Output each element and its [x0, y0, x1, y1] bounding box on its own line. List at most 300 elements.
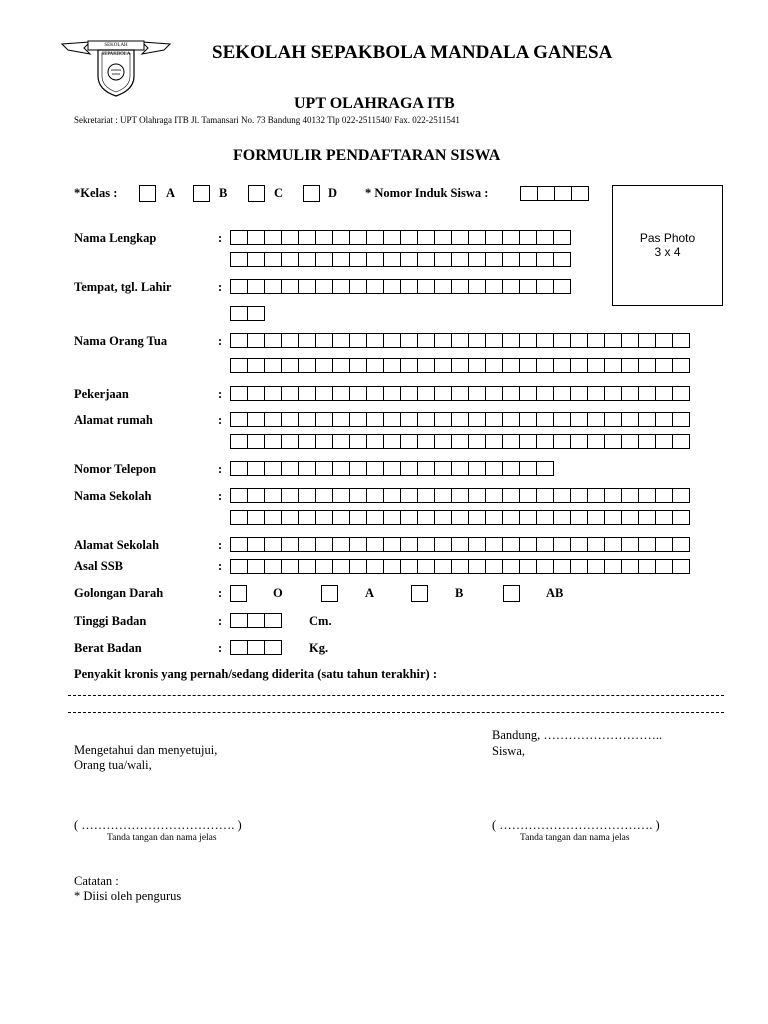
input-cell[interactable]	[366, 279, 384, 294]
input-cell[interactable]	[264, 252, 282, 267]
input-cell[interactable]	[451, 279, 469, 294]
nama-lengkap-input-2[interactable]	[230, 252, 570, 267]
input-cell[interactable]	[230, 510, 248, 525]
input-cell[interactable]	[383, 333, 401, 348]
input-cell[interactable]	[570, 412, 588, 427]
input-cell[interactable]	[434, 488, 452, 503]
input-cell[interactable]	[485, 537, 503, 552]
input-cell[interactable]	[451, 461, 469, 476]
input-cell[interactable]	[247, 279, 265, 294]
input-cell[interactable]	[281, 358, 299, 373]
input-cell[interactable]	[332, 488, 350, 503]
input-cell[interactable]	[519, 510, 537, 525]
input-cell[interactable]	[553, 230, 571, 245]
input-cell[interactable]	[366, 358, 384, 373]
input-cell[interactable]	[366, 510, 384, 525]
input-cell[interactable]	[604, 488, 622, 503]
input-cell[interactable]	[672, 412, 690, 427]
input-cell[interactable]	[230, 252, 248, 267]
input-cell[interactable]	[383, 358, 401, 373]
input-cell[interactable]	[468, 559, 486, 574]
input-cell[interactable]	[247, 306, 265, 321]
input-cell[interactable]	[281, 252, 299, 267]
input-cell[interactable]	[366, 333, 384, 348]
input-cell[interactable]	[553, 488, 571, 503]
input-cell[interactable]	[281, 230, 299, 245]
input-cell[interactable]	[264, 358, 282, 373]
input-cell[interactable]	[468, 230, 486, 245]
nama-sekolah-input-2[interactable]	[230, 510, 689, 525]
input-cell[interactable]	[502, 252, 520, 267]
input-cell[interactable]	[434, 230, 452, 245]
input-cell[interactable]	[400, 488, 418, 503]
input-cell[interactable]	[502, 412, 520, 427]
input-cell[interactable]	[519, 358, 537, 373]
input-cell[interactable]	[519, 386, 537, 401]
input-cell[interactable]	[230, 461, 248, 476]
input-cell[interactable]	[536, 412, 554, 427]
input-cell[interactable]	[332, 434, 350, 449]
input-cell[interactable]	[655, 386, 673, 401]
input-cell[interactable]	[383, 230, 401, 245]
input-cell[interactable]	[434, 537, 452, 552]
input-cell[interactable]	[417, 358, 435, 373]
input-cell[interactable]	[366, 488, 384, 503]
input-cell[interactable]	[485, 434, 503, 449]
input-cell[interactable]	[366, 461, 384, 476]
input-cell[interactable]	[230, 488, 248, 503]
input-cell[interactable]	[621, 412, 639, 427]
input-cell[interactable]	[553, 559, 571, 574]
input-cell[interactable]	[519, 488, 537, 503]
input-cell[interactable]	[587, 434, 605, 449]
input-cell[interactable]	[417, 559, 435, 574]
input-cell[interactable]	[519, 333, 537, 348]
input-cell[interactable]	[451, 434, 469, 449]
input-cell[interactable]	[570, 333, 588, 348]
input-cell[interactable]	[434, 386, 452, 401]
input-cell[interactable]	[536, 510, 554, 525]
input-cell[interactable]	[349, 559, 367, 574]
input-cell[interactable]	[247, 537, 265, 552]
input-cell[interactable]	[587, 333, 605, 348]
input-cell[interactable]	[604, 510, 622, 525]
input-cell[interactable]	[519, 279, 537, 294]
input-cell[interactable]	[247, 386, 265, 401]
input-cell[interactable]	[570, 537, 588, 552]
input-cell[interactable]	[400, 386, 418, 401]
kelas-c-checkbox[interactable]	[248, 185, 265, 202]
input-cell[interactable]	[417, 461, 435, 476]
input-cell[interactable]	[485, 386, 503, 401]
input-cell[interactable]	[468, 510, 486, 525]
input-cell[interactable]	[298, 333, 316, 348]
input-cell[interactable]	[230, 559, 248, 574]
input-cell[interactable]	[298, 412, 316, 427]
input-cell[interactable]	[400, 537, 418, 552]
input-cell[interactable]	[638, 488, 656, 503]
input-cell[interactable]	[519, 461, 537, 476]
input-cell[interactable]	[298, 386, 316, 401]
input-cell[interactable]	[264, 386, 282, 401]
input-cell[interactable]	[315, 333, 333, 348]
input-cell[interactable]	[520, 186, 538, 201]
input-cell[interactable]	[587, 510, 605, 525]
input-cell[interactable]	[298, 559, 316, 574]
input-cell[interactable]	[468, 537, 486, 552]
input-cell[interactable]	[247, 488, 265, 503]
input-cell[interactable]	[230, 333, 248, 348]
input-cell[interactable]	[281, 412, 299, 427]
input-cell[interactable]	[655, 510, 673, 525]
input-cell[interactable]	[638, 559, 656, 574]
input-cell[interactable]	[230, 412, 248, 427]
input-cell[interactable]	[264, 279, 282, 294]
input-cell[interactable]	[468, 488, 486, 503]
input-cell[interactable]	[672, 559, 690, 574]
input-cell[interactable]	[349, 412, 367, 427]
input-cell[interactable]	[638, 358, 656, 373]
input-cell[interactable]	[536, 358, 554, 373]
input-cell[interactable]	[332, 559, 350, 574]
input-cell[interactable]	[536, 488, 554, 503]
input-cell[interactable]	[298, 252, 316, 267]
input-cell[interactable]	[621, 386, 639, 401]
input-cell[interactable]	[502, 358, 520, 373]
input-cell[interactable]	[400, 412, 418, 427]
input-cell[interactable]	[570, 488, 588, 503]
input-cell[interactable]	[434, 412, 452, 427]
input-cell[interactable]	[553, 386, 571, 401]
input-cell[interactable]	[587, 358, 605, 373]
input-cell[interactable]	[638, 510, 656, 525]
input-cell[interactable]	[655, 434, 673, 449]
input-cell[interactable]	[400, 252, 418, 267]
input-cell[interactable]	[502, 434, 520, 449]
input-cell[interactable]	[264, 488, 282, 503]
input-cell[interactable]	[349, 279, 367, 294]
input-cell[interactable]	[587, 412, 605, 427]
input-cell[interactable]	[383, 279, 401, 294]
nomor-telepon-input[interactable]	[230, 461, 553, 476]
input-cell[interactable]	[247, 252, 265, 267]
input-cell[interactable]	[621, 537, 639, 552]
input-cell[interactable]	[672, 333, 690, 348]
input-cell[interactable]	[502, 510, 520, 525]
input-cell[interactable]	[587, 559, 605, 574]
input-cell[interactable]	[332, 537, 350, 552]
input-cell[interactable]	[604, 537, 622, 552]
input-cell[interactable]	[553, 358, 571, 373]
input-cell[interactable]	[434, 434, 452, 449]
tinggi-badan-input[interactable]	[230, 613, 281, 628]
input-cell[interactable]	[349, 230, 367, 245]
penyakit-line-1[interactable]	[68, 695, 724, 696]
input-cell[interactable]	[230, 386, 248, 401]
input-cell[interactable]	[383, 386, 401, 401]
input-cell[interactable]	[604, 333, 622, 348]
input-cell[interactable]	[519, 412, 537, 427]
input-cell[interactable]	[485, 559, 503, 574]
input-cell[interactable]	[366, 434, 384, 449]
input-cell[interactable]	[570, 510, 588, 525]
input-cell[interactable]	[298, 279, 316, 294]
input-cell[interactable]	[672, 386, 690, 401]
input-cell[interactable]	[417, 252, 435, 267]
input-cell[interactable]	[587, 488, 605, 503]
input-cell[interactable]	[672, 434, 690, 449]
input-cell[interactable]	[366, 559, 384, 574]
input-cell[interactable]	[230, 434, 248, 449]
input-cell[interactable]	[468, 252, 486, 267]
input-cell[interactable]	[451, 386, 469, 401]
input-cell[interactable]	[434, 510, 452, 525]
input-cell[interactable]	[485, 412, 503, 427]
input-cell[interactable]	[315, 537, 333, 552]
tempat-lahir-input[interactable]	[230, 279, 570, 294]
input-cell[interactable]	[570, 559, 588, 574]
input-cell[interactable]	[400, 358, 418, 373]
input-cell[interactable]	[553, 434, 571, 449]
input-cell[interactable]	[434, 252, 452, 267]
input-cell[interactable]	[400, 230, 418, 245]
input-cell[interactable]	[451, 488, 469, 503]
input-cell[interactable]	[247, 434, 265, 449]
input-cell[interactable]	[502, 279, 520, 294]
input-cell[interactable]	[298, 230, 316, 245]
input-cell[interactable]	[315, 386, 333, 401]
input-cell[interactable]	[587, 537, 605, 552]
input-cell[interactable]	[281, 559, 299, 574]
input-cell[interactable]	[315, 279, 333, 294]
input-cell[interactable]	[349, 510, 367, 525]
input-cell[interactable]	[451, 230, 469, 245]
input-cell[interactable]	[553, 252, 571, 267]
input-cell[interactable]	[230, 306, 248, 321]
input-cell[interactable]	[434, 358, 452, 373]
input-cell[interactable]	[519, 559, 537, 574]
input-cell[interactable]	[434, 279, 452, 294]
input-cell[interactable]	[315, 358, 333, 373]
penyakit-line-2[interactable]	[68, 712, 724, 713]
input-cell[interactable]	[553, 333, 571, 348]
input-cell[interactable]	[417, 434, 435, 449]
input-cell[interactable]	[315, 412, 333, 427]
nama-orang-tua-input-2[interactable]	[230, 358, 689, 373]
input-cell[interactable]	[298, 537, 316, 552]
nis-input[interactable]	[520, 186, 588, 201]
input-cell[interactable]	[332, 230, 350, 245]
input-cell[interactable]	[230, 358, 248, 373]
input-cell[interactable]	[366, 230, 384, 245]
input-cell[interactable]	[536, 434, 554, 449]
input-cell[interactable]	[502, 461, 520, 476]
input-cell[interactable]	[502, 386, 520, 401]
alamat-rumah-input-2[interactable]	[230, 434, 689, 449]
input-cell[interactable]	[315, 434, 333, 449]
input-cell[interactable]	[349, 488, 367, 503]
input-cell[interactable]	[502, 537, 520, 552]
kelas-b-checkbox[interactable]	[193, 185, 210, 202]
input-cell[interactable]	[298, 488, 316, 503]
input-cell[interactable]	[315, 252, 333, 267]
input-cell[interactable]	[638, 537, 656, 552]
input-cell[interactable]	[332, 510, 350, 525]
input-cell[interactable]	[672, 537, 690, 552]
input-cell[interactable]	[315, 510, 333, 525]
input-cell[interactable]	[332, 252, 350, 267]
input-cell[interactable]	[264, 559, 282, 574]
input-cell[interactable]	[230, 279, 248, 294]
input-cell[interactable]	[485, 333, 503, 348]
input-cell[interactable]	[281, 537, 299, 552]
input-cell[interactable]	[349, 386, 367, 401]
input-cell[interactable]	[264, 640, 282, 655]
input-cell[interactable]	[247, 333, 265, 348]
input-cell[interactable]	[383, 488, 401, 503]
input-cell[interactable]	[315, 488, 333, 503]
input-cell[interactable]	[264, 461, 282, 476]
input-cell[interactable]	[655, 358, 673, 373]
blood-o-checkbox[interactable]	[230, 585, 247, 602]
input-cell[interactable]	[638, 412, 656, 427]
input-cell[interactable]	[451, 559, 469, 574]
input-cell[interactable]	[315, 559, 333, 574]
input-cell[interactable]	[604, 559, 622, 574]
input-cell[interactable]	[417, 412, 435, 427]
input-cell[interactable]	[281, 386, 299, 401]
input-cell[interactable]	[621, 434, 639, 449]
input-cell[interactable]	[468, 434, 486, 449]
tanggal-lahir-input[interactable]	[230, 306, 264, 321]
input-cell[interactable]	[519, 230, 537, 245]
nama-sekolah-input-1[interactable]	[230, 488, 689, 503]
input-cell[interactable]	[417, 510, 435, 525]
input-cell[interactable]	[485, 461, 503, 476]
input-cell[interactable]	[536, 386, 554, 401]
input-cell[interactable]	[247, 461, 265, 476]
input-cell[interactable]	[417, 230, 435, 245]
input-cell[interactable]	[417, 333, 435, 348]
blood-b-checkbox[interactable]	[411, 585, 428, 602]
input-cell[interactable]	[383, 510, 401, 525]
input-cell[interactable]	[247, 559, 265, 574]
input-cell[interactable]	[315, 230, 333, 245]
input-cell[interactable]	[434, 461, 452, 476]
input-cell[interactable]	[298, 461, 316, 476]
input-cell[interactable]	[264, 333, 282, 348]
input-cell[interactable]	[537, 186, 555, 201]
input-cell[interactable]	[349, 252, 367, 267]
input-cell[interactable]	[400, 434, 418, 449]
input-cell[interactable]	[383, 434, 401, 449]
input-cell[interactable]	[570, 358, 588, 373]
input-cell[interactable]	[604, 358, 622, 373]
input-cell[interactable]	[281, 333, 299, 348]
input-cell[interactable]	[468, 461, 486, 476]
input-cell[interactable]	[536, 230, 554, 245]
input-cell[interactable]	[264, 537, 282, 552]
input-cell[interactable]	[638, 434, 656, 449]
input-cell[interactable]	[655, 537, 673, 552]
input-cell[interactable]	[571, 186, 589, 201]
input-cell[interactable]	[502, 488, 520, 503]
input-cell[interactable]	[264, 613, 282, 628]
input-cell[interactable]	[519, 537, 537, 552]
parent-signature-blank[interactable]: ( ………………………………. )	[74, 818, 242, 832]
input-cell[interactable]	[468, 279, 486, 294]
input-cell[interactable]	[553, 279, 571, 294]
input-cell[interactable]	[604, 386, 622, 401]
input-cell[interactable]	[230, 537, 248, 552]
input-cell[interactable]	[298, 434, 316, 449]
input-cell[interactable]	[536, 333, 554, 348]
input-cell[interactable]	[247, 358, 265, 373]
input-cell[interactable]	[366, 252, 384, 267]
input-cell[interactable]	[485, 358, 503, 373]
input-cell[interactable]	[383, 559, 401, 574]
input-cell[interactable]	[553, 537, 571, 552]
input-cell[interactable]	[621, 510, 639, 525]
nama-lengkap-input-1[interactable]	[230, 230, 570, 245]
input-cell[interactable]	[468, 333, 486, 348]
input-cell[interactable]	[536, 279, 554, 294]
input-cell[interactable]	[417, 386, 435, 401]
input-cell[interactable]	[451, 358, 469, 373]
input-cell[interactable]	[349, 333, 367, 348]
input-cell[interactable]	[332, 358, 350, 373]
input-cell[interactable]	[247, 230, 265, 245]
input-cell[interactable]	[485, 488, 503, 503]
input-cell[interactable]	[502, 559, 520, 574]
input-cell[interactable]	[621, 488, 639, 503]
input-cell[interactable]	[451, 510, 469, 525]
input-cell[interactable]	[536, 461, 554, 476]
input-cell[interactable]	[655, 559, 673, 574]
input-cell[interactable]	[247, 412, 265, 427]
input-cell[interactable]	[383, 537, 401, 552]
input-cell[interactable]	[400, 559, 418, 574]
input-cell[interactable]	[332, 386, 350, 401]
input-cell[interactable]	[468, 412, 486, 427]
input-cell[interactable]	[451, 537, 469, 552]
input-cell[interactable]	[485, 510, 503, 525]
input-cell[interactable]	[451, 252, 469, 267]
input-cell[interactable]	[621, 333, 639, 348]
input-cell[interactable]	[417, 488, 435, 503]
input-cell[interactable]	[502, 230, 520, 245]
alamat-sekolah-input[interactable]	[230, 537, 689, 552]
input-cell[interactable]	[536, 537, 554, 552]
input-cell[interactable]	[366, 537, 384, 552]
input-cell[interactable]	[570, 386, 588, 401]
input-cell[interactable]	[400, 333, 418, 348]
input-cell[interactable]	[264, 412, 282, 427]
blood-a-checkbox[interactable]	[321, 585, 338, 602]
input-cell[interactable]	[383, 461, 401, 476]
input-cell[interactable]	[604, 412, 622, 427]
input-cell[interactable]	[417, 537, 435, 552]
input-cell[interactable]	[468, 358, 486, 373]
input-cell[interactable]	[349, 461, 367, 476]
input-cell[interactable]	[434, 333, 452, 348]
input-cell[interactable]	[247, 613, 265, 628]
blood-ab-checkbox[interactable]	[503, 585, 520, 602]
input-cell[interactable]	[604, 434, 622, 449]
input-cell[interactable]	[672, 488, 690, 503]
kelas-a-checkbox[interactable]	[139, 185, 156, 202]
input-cell[interactable]	[332, 333, 350, 348]
